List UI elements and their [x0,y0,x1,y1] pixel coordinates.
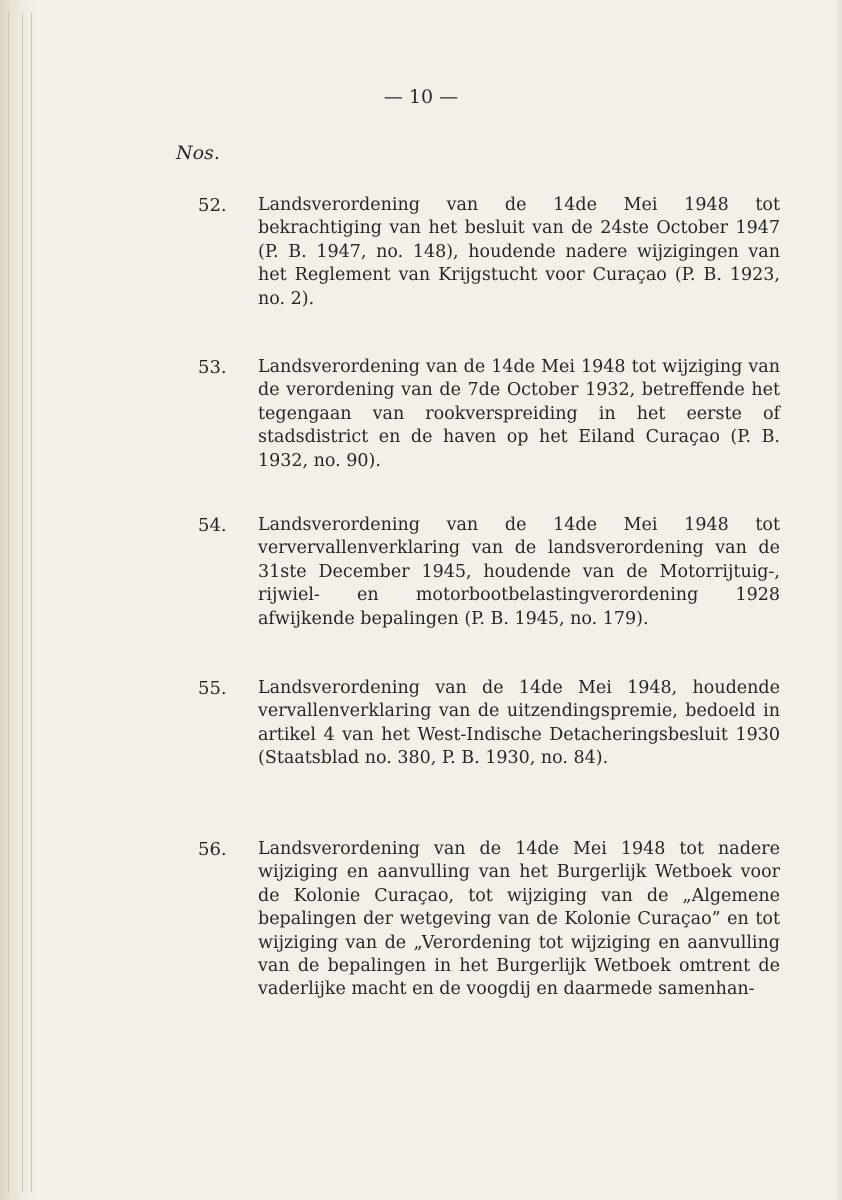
entry-number: 53. [198,357,227,378]
spine-edge-line [31,12,32,1192]
entry-text: Landsverordening van de 14de Mei 1948 tot wijziging van de verordening van de 7de October 1932, betreffende het tegengaan van rookverspreiding in het eerste of stadsdistrict en de haven op het Eiland Curaçao (P. B. 1932, no. 90). [258,357,780,471]
entry-text: Landsverordening van de 14de Mei 1948 tot bekrachtiging van het besluit van de 24ste October 1947 (P. B. 1947, no. 148), houdende nadere wijzigingen van het Reglement van Krijgstucht voor Curaçao (P. B. 1923, no. 2). [258,195,780,309]
entry-number: 54. [198,515,227,536]
entry-number: 55. [198,678,227,699]
entry-text: Landsverordening van de 14de Mei 1948, houdende vervallenverklaring van de uitzendingspremie, bedoeld in artikel 4 van het West-Indische Detacheringsbesluit 1930 (Staatsblad no. 380, P. B. 1930, no. 84). [258,678,780,769]
page-edge-shadow [834,0,842,1200]
entry-text: Landsverordening van de 14de Mei 1948 tot ververvallenverklaring van de landsverordening van de 31ste December 1945, houdende van de Motorrijtuig-, rijwiel- en motorbootbelastingverordening 1928 afwijkende bepalingen (P. B. 1945, no. 179). [258,515,780,629]
entry-number: 52. [198,195,227,216]
spine-edge-line [8,12,9,1192]
book-spine-shadow [0,0,38,1200]
spine-edge-line [22,12,23,1192]
running-head: Nos. [176,142,220,164]
page-number: — 10 — [383,86,459,108]
entry-text: Landsverordening van de 14de Mei 1948 tot nadere wijziging en aanvulling van het Burgerlijk Wetboek voor de Kolonie Curaçao, tot wijziging van de „Algemene bepalingen der wetgeving van de Kolonie Curaçao” en tot wijziging van de „Verordening tot wijziging en aanvulling van de bepalingen in het Burgerlijk Wetboek omtrent de vaderlijke macht en de voogdij en daarmede samenhan- [258,839,780,1000]
entry-number: 56. [198,839,227,860]
